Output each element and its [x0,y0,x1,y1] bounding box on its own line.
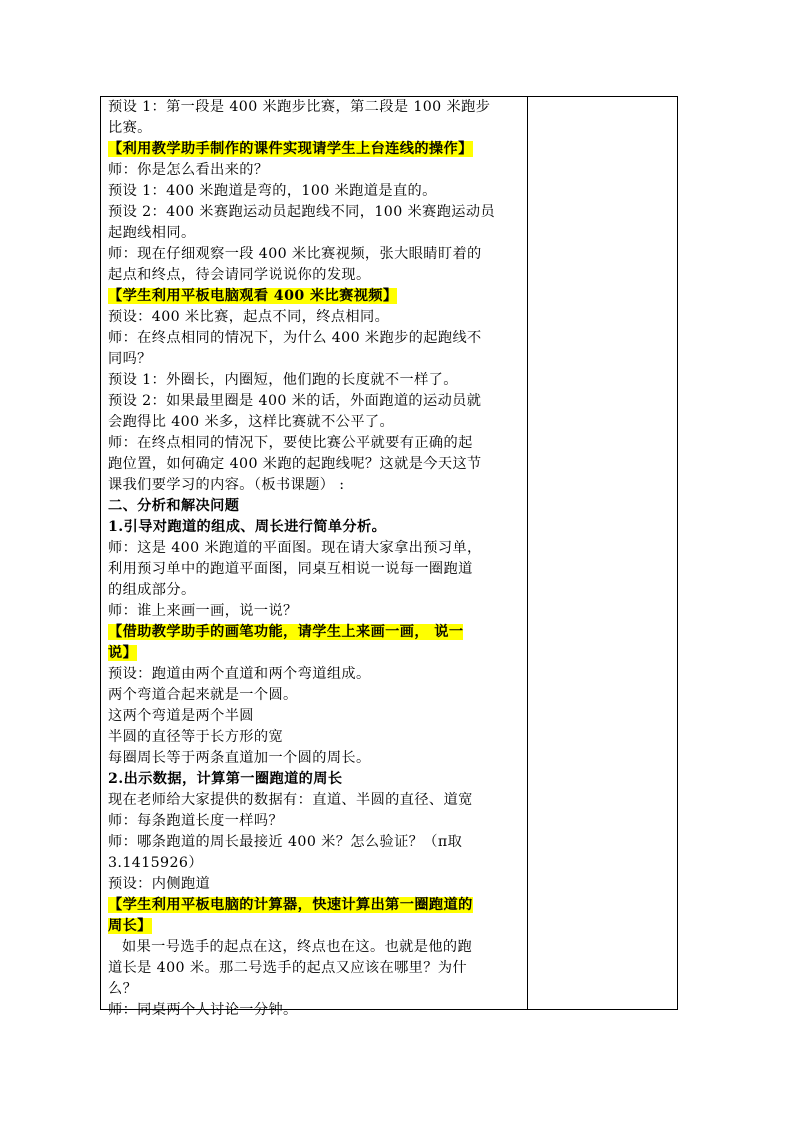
highlighted-instruction: 【学生利用平板电脑的计算器，快速计算出第一圈跑道的 [108,897,473,913]
text-line: 每圈周长等于两条直道加一个圆的周长。 [108,750,371,766]
text-line: 预设：跑道由两个直道和两个弯道组成。 [108,666,371,682]
text-line: 师：你是怎么看出来的？ [108,162,269,178]
text-line: 预设 2：400 米赛跑运动员起跑线不同，100 米赛跑运动员 [108,204,496,220]
text-line: 师：在终点相同的情况下，要使比赛公平就要有正确的起 [108,435,473,451]
text-line: 预设 2：如果最里圈是 400 米的话，外面跑道的运动员就 [108,393,482,409]
subsection-heading: 1.引导对跑道的组成、周长进行简单分析。 [108,519,387,535]
text-line: 两个弯道合起来就是一个圆。 [108,687,298,703]
text-line: 比赛。 [108,120,152,136]
text-line: 预设 1：第一段是 400 米跑步比赛，第二段是 100 米跑步 [108,99,491,115]
highlighted-instruction: 周长】 [108,918,152,934]
column-divider [527,97,528,1009]
text-line: 起点和终点，待会请同学说说你的发现。 [108,267,371,283]
text-line: 预设 1：外圈长，内圈短，他们跑的长度就不一样了。 [108,372,458,388]
text-line: 现在老师给大家提供的数据有：直道、半圆的直径、道宽 [108,792,473,808]
text-line: 师：现在仔细观察一段 400 米比赛视频，张大眼睛盯着的 [108,246,482,262]
text-line: 道长是 400 米。那二号选手的起点又应该在哪里？为什 [108,960,468,976]
text-line: 这两个弯道是两个半圆 [108,708,254,724]
text-line: 师：这是 400 米跑道的平面图。现在请大家拿出预习单， [108,540,482,556]
highlighted-instruction: 说】 [108,645,138,661]
text-line: 预设：400 米比赛，起点不同，终点相同。 [108,309,390,325]
lesson-table [100,96,678,1018]
highlighted-instruction: 【利用教学助手制作的课件实现请学生上台连线的操作】 [108,141,473,157]
text-line: 3.1415926） [108,855,203,871]
text-line: 师：哪条跑道的周长最接近 400 米？怎么验证？（π取 [108,834,463,850]
text-line: 课我们要学习的内容。（板书课题） : [108,477,345,493]
text-line: 利用预习单中的跑道平面图，同桌互相说一说每一圈跑道 [108,561,473,577]
text-line: 跑位置，如何确定 400 米跑的起跑线呢？这就是今天这节 [108,456,482,472]
highlighted-instruction: 【学生利用平板电脑观看 400 米比赛视频】 [108,288,398,304]
text-line: 师：在终点相同的情况下，为什么 400 米跑步的起跑线不 [108,330,482,346]
highlighted-instruction: 【借助教学助手的画笔功能，请学生上来画一画， 说一 [108,624,464,640]
text-line: 起跑线相同。 [108,225,196,241]
section-heading: 二、分析和解决问题 [108,498,240,514]
text-line: 师：每条跑道长度一样吗？ [108,813,284,829]
text-line: 预设 1：400 米跑道是弯的，100 米跑道是直的。 [108,183,437,199]
text-line: 预设：内侧跑道 [108,876,211,892]
text-line: 么？ [108,981,138,997]
text-line: 的组成部分。 [108,582,196,598]
text-line: 同吗？ [108,351,152,367]
text-line: 如果一号选手的起点在这，终点也在这。也就是他的跑 [122,939,473,955]
text-line: 师：同桌两个人讨论一分钟。 [108,1002,298,1018]
subsection-heading: 2.出示数据，计算第一圈跑道的周长 [108,771,343,787]
text-line: 会跑得比 400 米多，这样比赛就不公平了。 [108,414,395,430]
text-line: 师：谁上来画一画，说一说？ [108,603,298,619]
text-line: 半圆的直径等于长方形的宽 [108,729,284,745]
